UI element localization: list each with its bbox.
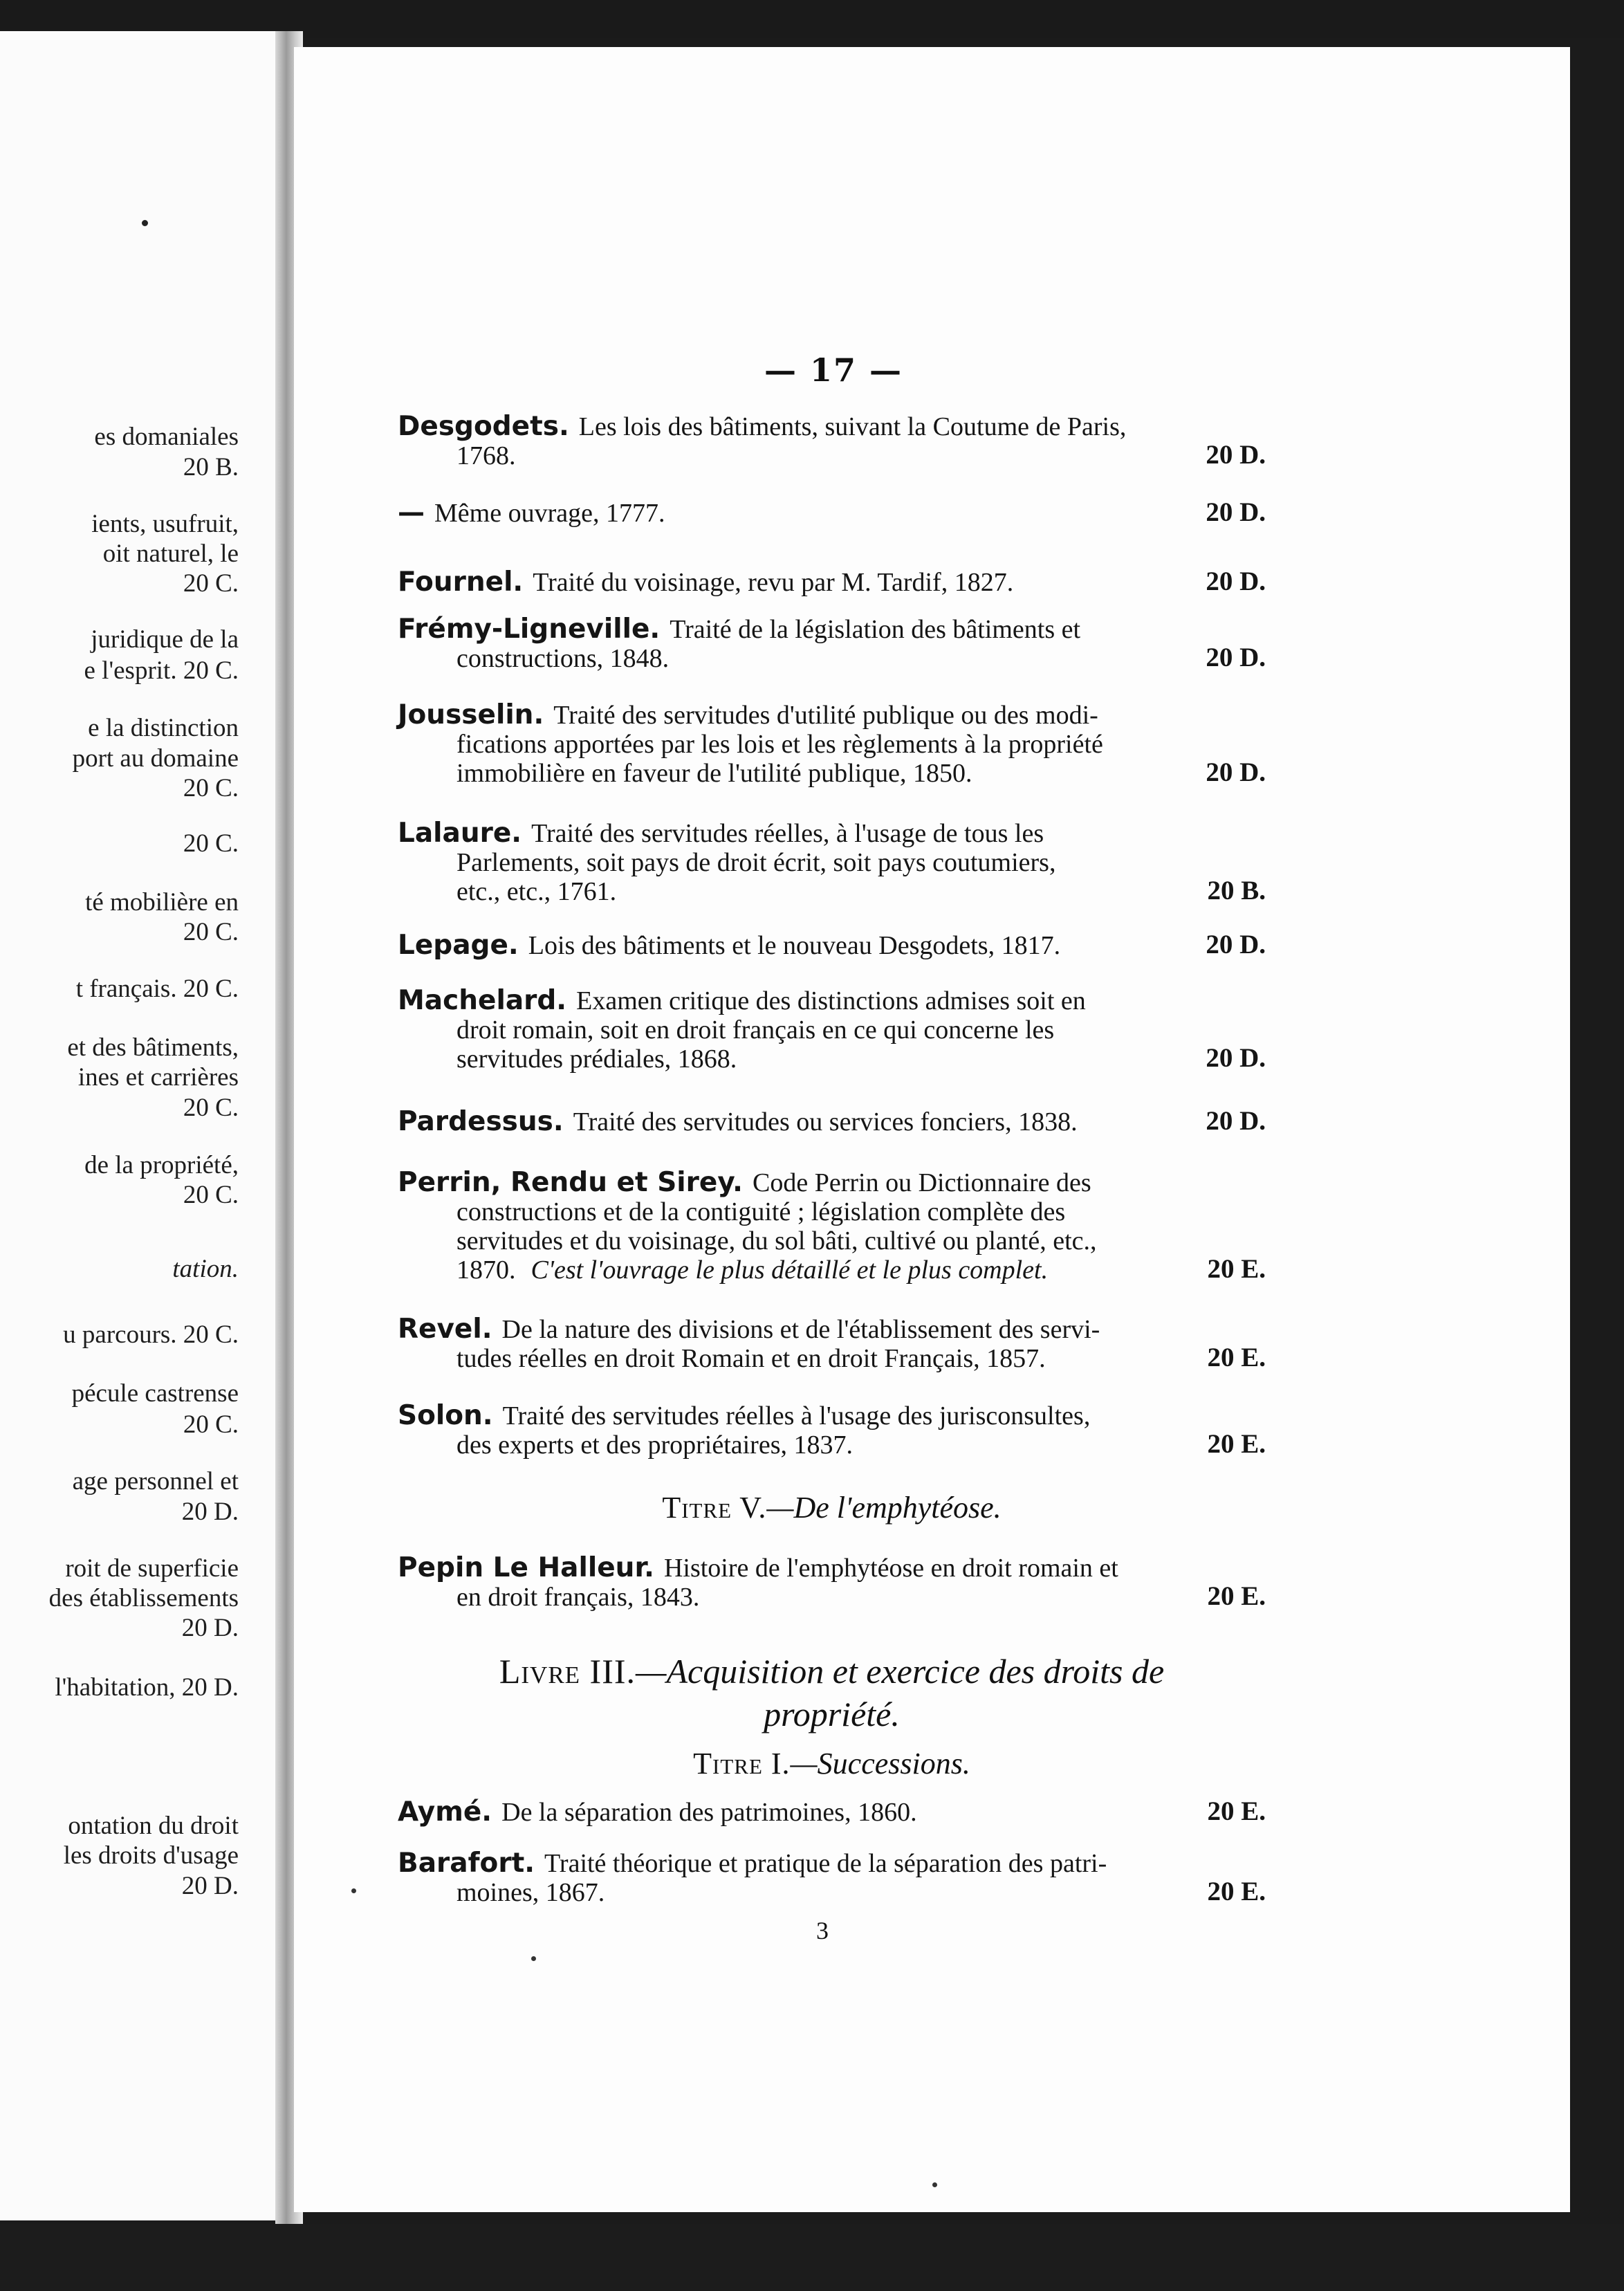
left-page-text-line: age personnel et bbox=[72, 1467, 239, 1496]
entry-description: Lois des bâtiments et le nouveau Desgodets, 1817. bbox=[528, 931, 1061, 960]
heading-title-continued: propriété. bbox=[764, 1695, 900, 1733]
left-page-text-line: 20 C. bbox=[183, 1410, 239, 1439]
entry-price-code: 20 D. bbox=[1206, 1043, 1266, 1073]
entry-description: en droit français, 1843. bbox=[456, 1583, 700, 1612]
entry-author: Fournel. bbox=[398, 567, 524, 598]
page-number: — 17 — bbox=[764, 351, 903, 389]
entry-price-code: 20 D. bbox=[1206, 930, 1266, 959]
entry-author: Lepage. bbox=[398, 930, 519, 961]
section-heading-titre-i bbox=[398, 1747, 1266, 1781]
catalog-entry bbox=[398, 986, 1266, 1073]
left-page-text-line: juridique de la bbox=[91, 625, 239, 654]
left-page-text-line: té mobilière en bbox=[85, 888, 239, 917]
left-page-text-line: et des bâtiments, bbox=[67, 1033, 239, 1062]
entry-author: — bbox=[398, 497, 425, 528]
left-page-text-line: 20 C. bbox=[183, 1094, 239, 1122]
left-page-text-line: oit naturel, le bbox=[102, 540, 239, 568]
ink-speck bbox=[351, 1888, 356, 1893]
entry-author: Aymé. bbox=[398, 1796, 492, 1828]
entry-price-code: 20 D. bbox=[1206, 440, 1266, 470]
left-page-text-line: tation. bbox=[172, 1255, 239, 1283]
entry-author: Lalaure. bbox=[398, 818, 522, 849]
left-page-text-line: ients, usufruit, bbox=[91, 510, 239, 538]
section-heading-livre-iii bbox=[398, 1650, 1266, 1736]
entry-price-code: 20 D. bbox=[1206, 567, 1266, 596]
entry-description: Les lois des bâtiments, suivant la Coutume de Paris, bbox=[578, 412, 1127, 441]
left-page-text-line: roit de superficie bbox=[65, 1554, 239, 1583]
entry-description: 1870. bbox=[456, 1255, 516, 1285]
left-page-text-line: 20 B. bbox=[183, 453, 239, 481]
left-page-text-line: 20 D. bbox=[181, 1614, 239, 1642]
left-page-text-line: e l'esprit. 20 C. bbox=[84, 656, 239, 685]
catalog-entry bbox=[398, 818, 1266, 905]
left-page-text-line: 20 D. bbox=[181, 1872, 239, 1900]
left-page-text-line: des établissements bbox=[48, 1584, 239, 1612]
left-page-text-line: 20 C. bbox=[183, 918, 239, 946]
entry-description: des experts et des propriétaires, 1837. bbox=[456, 1430, 853, 1460]
entry-description: servitudes prédiales, 1868. bbox=[456, 1045, 737, 1074]
entry-description: Traité des servitudes réelles à l'usage des jurisconsultes, bbox=[502, 1401, 1091, 1430]
entry-description: etc., etc., 1761. bbox=[456, 877, 617, 906]
entry-description: Traité du voisinage, revu par M. Tardif, 1827. bbox=[533, 568, 1014, 597]
entry-description: droit romain, soit en droit français en ce qui concerne les bbox=[456, 1015, 1055, 1045]
left-page-text-line: 20 C. bbox=[183, 569, 239, 598]
catalog-entry bbox=[398, 1314, 1266, 1372]
entry-author: Frémy-Ligneville. bbox=[398, 614, 661, 645]
entry-description: Traité des servitudes d'utilité publique ou des modi- bbox=[553, 701, 1098, 730]
entry-author: Pardessus. bbox=[398, 1106, 564, 1137]
entry-description: Parlements, soit pays de droit écrit, soit pays coutumiers, bbox=[456, 848, 1056, 877]
left-page-text-line: 20 C. bbox=[183, 829, 239, 858]
entry-price-code: 20 E. bbox=[1207, 1343, 1266, 1372]
ink-speck bbox=[142, 220, 148, 226]
catalog-entry bbox=[398, 614, 1266, 672]
catalog-entry bbox=[398, 1848, 1266, 1906]
left-page bbox=[0, 31, 285, 2220]
entry-description: De la séparation des patrimoines, 1860. bbox=[501, 1798, 917, 1827]
heading-label: Livre III. bbox=[499, 1652, 636, 1691]
left-page-text-line: port au domaine bbox=[72, 744, 239, 773]
catalog-entry bbox=[398, 1553, 1266, 1611]
heading-label: Titre I. bbox=[693, 1747, 791, 1781]
catalog-entry bbox=[398, 1107, 1266, 1136]
entry-description: Histoire de l'emphytéose en droit romain et bbox=[663, 1554, 1118, 1583]
entry-description: moines, 1867. bbox=[456, 1878, 605, 1907]
entry-description: Traité des servitudes ou services fonciers, 1838. bbox=[573, 1107, 1078, 1137]
left-page-text-line: e la distinction bbox=[88, 714, 239, 742]
entry-description: servitudes et du voisinage, du sol bâti, cultivé ou planté, etc., bbox=[456, 1226, 1097, 1255]
catalog-entry bbox=[398, 567, 1266, 596]
left-page-text-line: 20 C. bbox=[183, 774, 239, 802]
left-page-text-line: l'habitation, 20 D. bbox=[55, 1673, 239, 1702]
entry-price-code: 20 D. bbox=[1206, 1106, 1266, 1136]
catalog-entry bbox=[398, 498, 1266, 527]
left-page-text-line: ines et carrières bbox=[77, 1063, 239, 1092]
catalog-entry bbox=[398, 930, 1266, 959]
entry-price-code: 20 B. bbox=[1207, 876, 1266, 905]
left-page-text-line: u parcours. 20 C. bbox=[63, 1321, 239, 1349]
entry-description: Traité des servitudes réelles, à l'usage de tous les bbox=[531, 819, 1044, 848]
entry-description: Examen critique des distinctions admises soit en bbox=[576, 986, 1086, 1015]
ink-speck bbox=[932, 2182, 937, 2187]
section-heading-titre-v bbox=[398, 1491, 1266, 1525]
entry-price-code: 20 E. bbox=[1207, 1796, 1266, 1826]
entry-author: Machelard. bbox=[398, 985, 567, 1016]
entry-price-code: 20 E. bbox=[1207, 1877, 1266, 1906]
left-page-text-line: 20 C. bbox=[183, 1181, 239, 1209]
entry-description: Même ouvrage, 1777. bbox=[434, 499, 665, 528]
entry-description: fications apportées par les lois et les règlements à la propriété bbox=[456, 730, 1103, 759]
entry-description: constructions et de la contiguité ; législation complète des bbox=[456, 1197, 1066, 1226]
catalog-entry bbox=[398, 1168, 1266, 1284]
ink-speck bbox=[531, 1956, 536, 1961]
left-page-text-line: de la propriété, bbox=[84, 1151, 239, 1179]
heading-title: —Successions. bbox=[790, 1747, 970, 1781]
entry-author: Perrin, Rendu et Sirey. bbox=[398, 1167, 744, 1198]
entry-description: Code Perrin ou Dictionnaire des bbox=[753, 1168, 1091, 1197]
catalog-entry bbox=[398, 700, 1266, 787]
entry-description: Traité de la législation des bâtiments et bbox=[670, 615, 1081, 644]
entry-price-code: 20 D. bbox=[1206, 643, 1266, 672]
entry-author: Revel. bbox=[398, 1314, 492, 1345]
heading-title: —Acquisition et exercice des droits de bbox=[636, 1652, 1165, 1691]
entry-author: Barafort. bbox=[398, 1848, 535, 1879]
scan-bottom-border bbox=[0, 2224, 1624, 2291]
entry-price-code: 20 E. bbox=[1207, 1429, 1266, 1459]
signature-mark: 3 bbox=[816, 1917, 829, 1944]
entry-note: C'est l'ouvrage le plus détaillé et le plus complet. bbox=[530, 1255, 1049, 1285]
left-page-text-line: t français. 20 C. bbox=[75, 975, 239, 1003]
entry-description: 1768. bbox=[456, 441, 516, 470]
entry-price-code: 20 D. bbox=[1206, 757, 1266, 787]
entry-author: Desgodets. bbox=[398, 411, 569, 442]
left-page-text-line: pécule castrense bbox=[71, 1379, 239, 1408]
entry-description: Traité théorique et pratique de la séparation des patri- bbox=[544, 1849, 1107, 1878]
heading-title: —De l'emphytéose. bbox=[766, 1491, 1002, 1525]
entry-price-code: 20 D. bbox=[1206, 497, 1266, 527]
left-page-text-line: les droits d'usage bbox=[63, 1841, 239, 1870]
entry-description: tudes réelles en droit Romain et en droit Français, 1857. bbox=[456, 1344, 1046, 1373]
left-page-text-line: ontation du droit bbox=[68, 1812, 239, 1840]
catalog-entry bbox=[398, 1797, 1266, 1826]
entry-description: immobilière en faveur de l'utilité publique, 1850. bbox=[456, 759, 972, 788]
entry-description: constructions, 1848. bbox=[456, 644, 670, 673]
entry-author: Solon. bbox=[398, 1400, 493, 1431]
catalog-entry bbox=[398, 412, 1266, 470]
catalog-entry bbox=[398, 1401, 1266, 1459]
entry-author: Pepin Le Halleur. bbox=[398, 1552, 654, 1583]
left-page-text-line: es domaniales bbox=[94, 423, 239, 451]
entry-price-code: 20 E. bbox=[1207, 1581, 1266, 1611]
entry-description: De la nature des divisions et de l'établissement des servi- bbox=[501, 1315, 1100, 1344]
entry-price-code: 20 E. bbox=[1207, 1254, 1266, 1284]
left-page-text-line: 20 D. bbox=[181, 1498, 239, 1526]
heading-label: Titre V. bbox=[662, 1491, 767, 1525]
entry-author: Jousselin. bbox=[398, 699, 544, 730]
